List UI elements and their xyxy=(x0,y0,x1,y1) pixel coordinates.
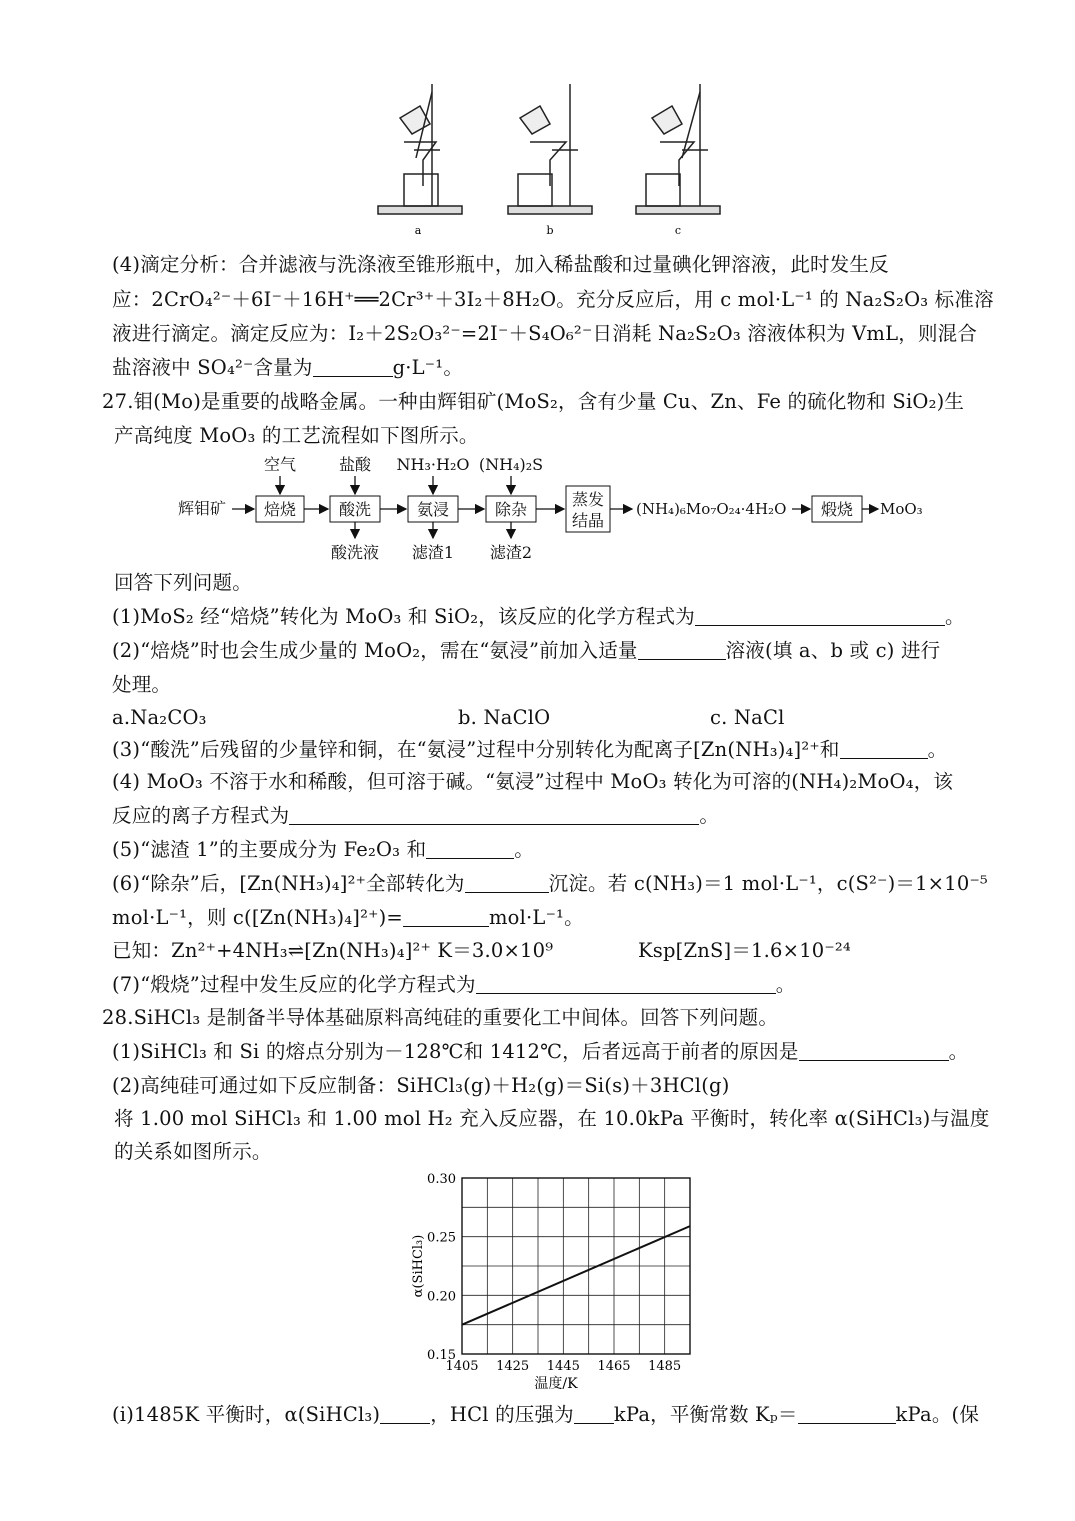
q26-4-line3: 液进行滴定。滴定反应为：I₂＋2S₂O₃²⁻=2I⁻＋S₄O₆²⁻日消耗 Na₂S₂O₃ 溶液体积为 VmL，则混合 xyxy=(112,322,978,345)
y-tick-label: 0.25 xyxy=(427,1230,456,1246)
y-axis-label: α(SiHCl₃) xyxy=(411,1234,426,1298)
q27-q1-end: 。 xyxy=(944,605,965,628)
answer-blank[interactable] xyxy=(840,738,928,759)
x-tick-label: 1445 xyxy=(546,1359,580,1374)
q27-prompt: 回答下列问题。 xyxy=(114,571,252,594)
q27-q7-text: (7)“煅烧”过程中发生反应的化学方程式为 xyxy=(112,973,476,996)
q27-q5-end: 。 xyxy=(514,838,534,861)
answer-blank[interactable] xyxy=(426,838,514,859)
answer-blank[interactable] xyxy=(574,1403,614,1424)
q27-q6-c xyxy=(112,905,584,931)
x-tick-label: 1425 xyxy=(496,1359,530,1374)
q26-4-line1: (4)滴定分析：合并滤液与洗涤液至锥形瓶中，加入稀盐酸和过量碘化钾溶液，此时发生反 xyxy=(112,253,889,276)
y-tick-label: 0.15 xyxy=(427,1348,456,1363)
q27-option-b: b. NaClO xyxy=(458,706,551,729)
flow-step-evaporate-1: 蒸发 xyxy=(571,490,605,509)
label-a: a xyxy=(414,224,422,237)
q27-q5-text: (5)“滤渣 1”的主要成分为 Fe₂O₃ 和 xyxy=(112,838,427,861)
x-tick-label: 1485 xyxy=(648,1359,682,1374)
flow-input-nh3: NH₃·H₂O xyxy=(396,455,470,474)
flow-step-roast: 焙烧 xyxy=(263,500,297,519)
answer-blank[interactable] xyxy=(465,872,549,893)
q28-qi-text-d: kPa。(保 xyxy=(895,1403,980,1426)
q28-q2b: 将 1.00 mol SiHCl₃ 和 1.00 mol H₂ 充入反应器，在 10.0kPa 平衡时，转化率 α(SiHCl₃)与温度 xyxy=(114,1107,990,1130)
q27-title-1: 27.钼(Mo)是重要的战略金属。一种由辉钼矿(MoS₂，含有少量 Cu、Zn、Fe 的硫化物和 SiO₂)生 xyxy=(102,390,965,413)
q27-q2 xyxy=(112,638,940,664)
q26-4-line4-text: 盐溶液中 SO₄²⁻含量为 xyxy=(112,356,313,379)
flow-start: 辉钼矿 xyxy=(178,499,227,518)
flow-middle-product: (NH₄)₆Mo₇O₂₄·4H₂O xyxy=(636,500,787,518)
y-tick-label: 0.20 xyxy=(427,1289,456,1305)
q27-q3-text: (3)“酸洗”后残留的少量锌和铜，在“氨浸”过程中分别转化为配离子[Zn(NH₃)₄]²⁺和 xyxy=(112,738,840,761)
q28-q1 xyxy=(112,1039,968,1065)
apparatus-b xyxy=(508,84,592,214)
q27-q3 xyxy=(112,737,947,763)
answer-blank[interactable] xyxy=(476,973,776,994)
answer-blank[interactable] xyxy=(638,639,726,660)
answer-blank[interactable] xyxy=(289,804,699,825)
flow-output-acid-liquid: 酸洗液 xyxy=(330,543,380,562)
q28-qi xyxy=(112,1402,979,1428)
q27-q1-text: (1)MoS₂ 经“焙烧”转化为 MoO₃ 和 SiO₂，该反应的化学方程式为 xyxy=(112,605,695,628)
flow-output-residue1: 滤渣1 xyxy=(411,543,455,562)
label-c: c xyxy=(674,224,682,237)
flow-step-calcine: 煅烧 xyxy=(820,500,854,519)
q27-q6-text-c: mol·L⁻¹，则 c([Zn(NH₃)₄]²⁺)= xyxy=(112,906,403,929)
conversion-temperature-chart xyxy=(400,1166,700,1396)
q27-q2-text: (2)“焙烧”时也会生成少量的 MoO₂，需在“氨浸”前加入适量 xyxy=(112,639,638,662)
answer-blank[interactable] xyxy=(380,1403,430,1424)
q27-option-a: a.Na₂CO₃ xyxy=(112,706,207,729)
y-tick-label: 0.30 xyxy=(427,1172,456,1187)
q27-q2-c: 处理。 xyxy=(112,673,172,696)
answer-blank[interactable] xyxy=(798,1403,896,1424)
flow-step-purify: 除杂 xyxy=(494,500,528,519)
q28-q2c: 的关系如图所示。 xyxy=(114,1140,272,1163)
flow-step-evaporate-2: 结晶 xyxy=(571,511,605,530)
q27-q2-text-b: 溶液(填 a、b 或 c) 进行 xyxy=(725,639,941,662)
flow-input-nh4s: (NH₄)₂S xyxy=(478,455,544,474)
q27-q4-end: 。 xyxy=(699,804,720,827)
series-line xyxy=(462,1226,690,1325)
flow-step-ammonia-leach: 氨浸 xyxy=(416,500,450,519)
q27-q6-text-b: 沉淀。若 c(NH₃)＝1 mol·L⁻¹，c(S²⁻)＝1×10⁻⁵ xyxy=(548,872,988,895)
flow-end: MoO₃ xyxy=(880,500,923,518)
q27-title-2: 产高纯度 MoO₃ 的工艺流程如下图所示。 xyxy=(114,424,479,447)
answer-blank[interactable] xyxy=(695,605,945,626)
q26-4-line2: 应：2CrO₄²⁻＋6I⁻＋16H⁺══2Cr³⁺＋3I₂＋8H₂O。充分反应后，用 c mol·L⁻¹ 的 Na₂S₂O₃ 标准溶 xyxy=(112,288,994,311)
q28-qi-text-b: ，HCl 的压强为 xyxy=(430,1403,574,1426)
flow-output-residue2: 滤渣2 xyxy=(489,543,533,562)
apparatus-c xyxy=(636,84,720,214)
q27-q7 xyxy=(112,972,795,998)
q27-q1 xyxy=(112,604,965,630)
q27-q4 xyxy=(112,803,719,829)
q28-qi-text: (i)1485K 平衡时，α(SiHCl₃) xyxy=(112,1403,381,1426)
q26-4-line4 xyxy=(112,355,463,381)
q28-q1-end: 。 xyxy=(948,1040,969,1063)
q26-4-unit: g·L⁻¹。 xyxy=(392,356,464,379)
process-flowchart xyxy=(170,452,930,564)
q27-q4-text: 反应的离子方程式为 xyxy=(112,804,290,827)
flow-input-air: 空气 xyxy=(263,455,297,474)
q27-q7-end: 。 xyxy=(775,973,796,996)
q27-q6-text: (6)“除杂”后，[Zn(NH₃)₄]²⁺全部转化为 xyxy=(112,872,465,895)
x-tick-label: 1405 xyxy=(445,1359,479,1374)
x-tick-label: 1465 xyxy=(597,1359,631,1374)
label-b: b xyxy=(546,224,554,237)
flow-input-hcl: 盐酸 xyxy=(338,455,372,474)
q28-title: 28.SiHCl₃ 是制备半导体基础原料高纯硅的重要化工中间体。回答下列问题。 xyxy=(102,1006,779,1029)
answer-blank[interactable] xyxy=(403,906,489,927)
q28-q2: (2)高纯硅可通过如下反应制备：SiHCl₃(g)＋H₂(g)＝Si(s)＋3HCl(g) xyxy=(112,1074,730,1097)
q27-known-2: Ksp[ZnS]＝1.6×10⁻²⁴ xyxy=(638,939,851,962)
q27-known-1: 已知：Zn²⁺+4NH₃⇌[Zn(NH₃)₄]²⁺ K＝3.0×10⁹ xyxy=(112,939,554,962)
q27-q6 xyxy=(112,871,988,897)
answer-blank[interactable] xyxy=(313,356,393,377)
q28-q1-text: (1)SiHCl₃ 和 Si 的熔点分别为－128℃和 1412℃，后者远高于前者的原因是 xyxy=(112,1040,799,1063)
q27-option-c: c. NaCl xyxy=(710,706,785,729)
q28-qi-text-c: kPa，平衡常数 Kₚ＝ xyxy=(613,1403,798,1426)
flow-step-acid-wash: 酸洗 xyxy=(338,500,372,519)
filtration-apparatus-figure xyxy=(370,78,730,238)
answer-blank[interactable] xyxy=(799,1040,949,1061)
q27-q5 xyxy=(112,837,534,863)
q27-q3-end: 。 xyxy=(927,738,948,761)
q27-q4a: (4) MoO₃ 不溶于水和稀酸，但可溶于碱。“氨浸”过程中 MoO₃ 转化为可溶的(NH₄)₂MoO₄，该 xyxy=(112,770,954,793)
apparatus-a xyxy=(378,84,462,214)
x-axis-label: 温度/K xyxy=(534,1376,578,1392)
q27-q6-unit: mol·L⁻¹。 xyxy=(488,906,584,929)
